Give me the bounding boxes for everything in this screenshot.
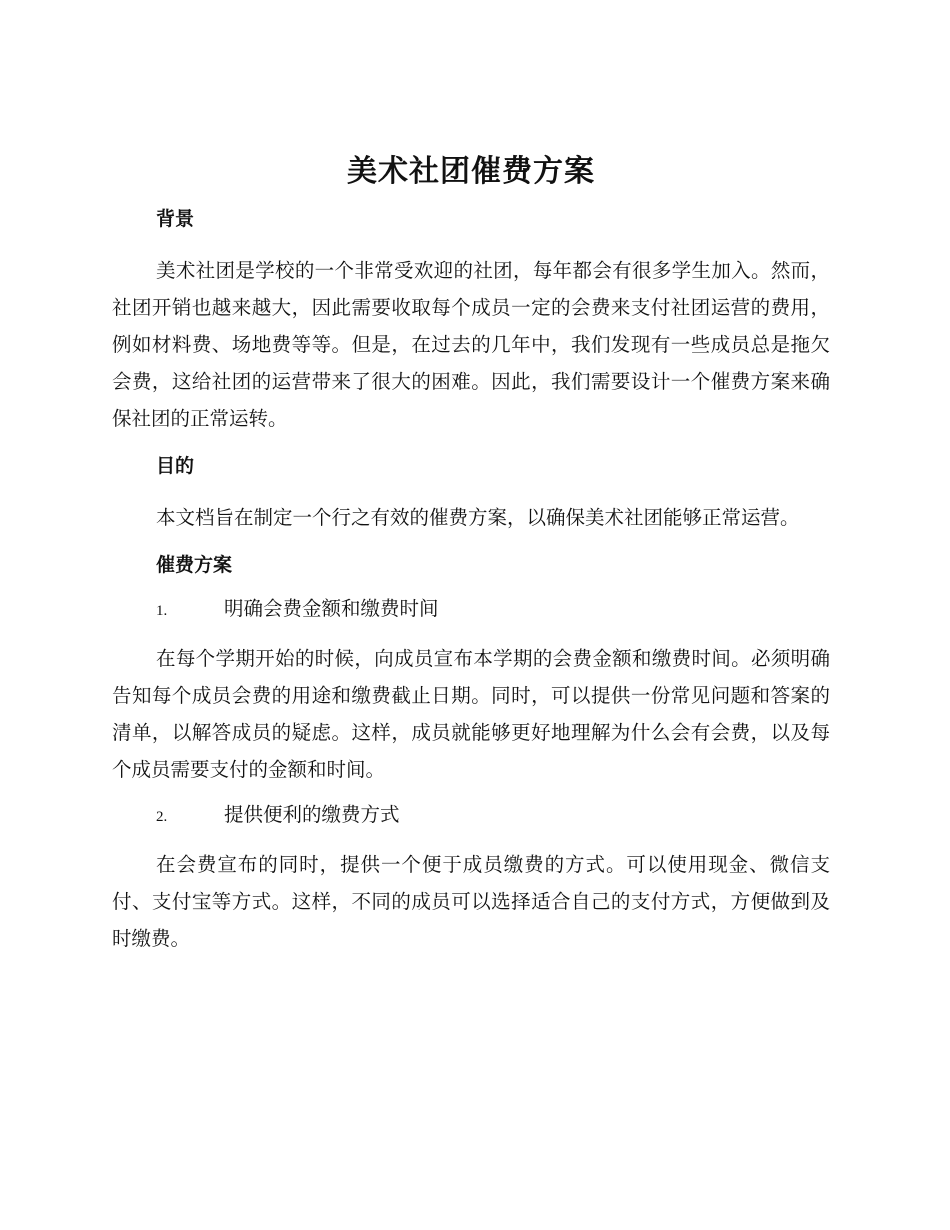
background-paragraph: 美术社团是学校的一个非常受欢迎的社团，每年都会有很多学生加入。然而，社团开销也越来越大，因此需要收取每个成员一定的会费来支付社团运营的费用，例如材料费、场地费等等。但是，在过去的几年中，我们发现有一些成员总是拖欠会费，这给社团的运营带来了很大的困难。因此，我们需要设计一个催费方案来确保社团的正常运转。 xyxy=(112,259,830,430)
plan-item-title: 提供便利的缴费方式 xyxy=(224,803,400,826)
plan-item-paragraph: 在会费宣布的同时，提供一个便于成员缴费的方式。可以使用现金、微信支付、支付宝等方式。这样，不同的成员可以选择适合自己的支付方式，方便做到及时缴费。 xyxy=(112,853,830,950)
plan-item-2 xyxy=(112,800,830,832)
section-heading-background: 背景 xyxy=(156,208,195,230)
plan-item-title: 明确会费金额和缴费时间 xyxy=(224,597,439,620)
purpose-paragraph: 本文档旨在制定一个行之有效的催费方案，以确保美术社团能够正常运营。 xyxy=(156,506,800,529)
plan-item-1 xyxy=(112,594,830,626)
plan-item-number: 2. xyxy=(156,809,168,825)
plan-item-paragraph: 在每个学期开始的时候，向成员宣布本学期的会费金额和缴费时间。必须明确告知每个成员会费的用途和缴费截止日期。同时，可以提供一份常见问题和答案的清单，以解答成员的疑虑。这样，成员就能够更好地理解为什么会有会费，以及每个成员需要支付的金额和时间。 xyxy=(112,647,830,781)
document-title: 美术社团催费方案 xyxy=(347,154,595,189)
plan-item-number: 1. xyxy=(156,603,168,619)
section-heading-plan: 催费方案 xyxy=(156,554,233,576)
document-page xyxy=(112,148,830,957)
section-heading-purpose: 目的 xyxy=(156,455,195,477)
